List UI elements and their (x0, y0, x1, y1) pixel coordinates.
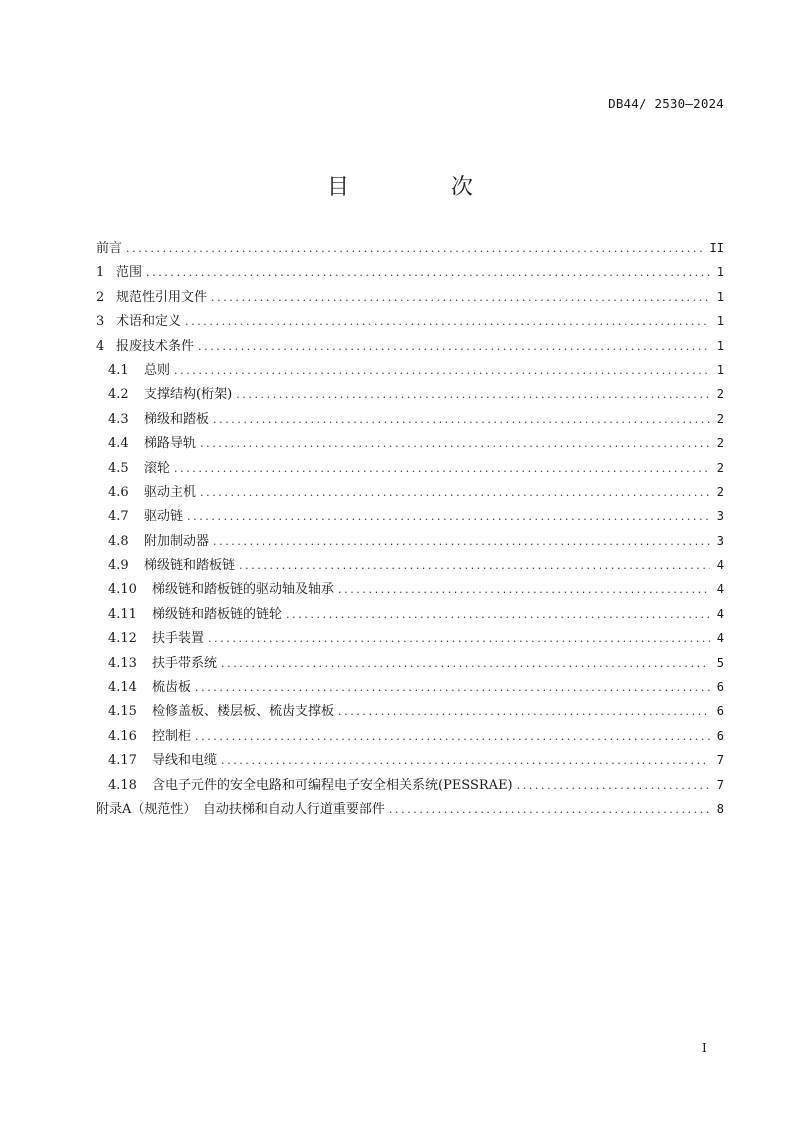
toc-leader-dots (213, 530, 710, 554)
toc-entry[interactable] (96, 773, 724, 797)
toc-leader-dots (198, 335, 710, 359)
toc-leader-dots (221, 652, 710, 676)
toc-leader-dots (517, 774, 710, 798)
toc-leader-dots (208, 627, 710, 651)
toc-entry-page: 5 (716, 655, 724, 670)
document-code: DB44/ 2530—2024 (608, 96, 724, 111)
toc-entry-page: 1 (716, 362, 724, 377)
toc-entry-number: 4.15 (108, 704, 137, 720)
toc-entry[interactable] (96, 699, 724, 723)
toc-entry-label: 前言 (96, 241, 123, 256)
toc-entry-label: 支撑结构(桁架) (144, 387, 233, 403)
toc-entry[interactable] (96, 797, 724, 821)
toc-leader-dots (338, 700, 710, 724)
toc-entry-page: 2 (716, 484, 724, 499)
toc-entry[interactable] (96, 577, 724, 601)
toc-entry-page: 1 (716, 265, 724, 280)
toc-entry-number: 4.1 (108, 362, 129, 378)
toc-entry-page: 4 (716, 606, 724, 621)
toc-entry[interactable] (96, 480, 724, 504)
toc-leader-dots (185, 310, 710, 334)
toc-entry-label: 梯级和踏板 (144, 411, 210, 427)
toc-entry-number: 4.8 (108, 533, 129, 549)
toc-entry[interactable] (96, 651, 724, 675)
toc-leader-dots (213, 408, 710, 432)
toc-entry-number: 4.18 (108, 777, 137, 793)
toc-leader-dots (146, 261, 710, 285)
toc-entry-number: 4.3 (108, 411, 129, 427)
toc-leader-dots (174, 457, 710, 481)
toc-entry-number: 4.14 (108, 680, 137, 696)
toc-entry-page: 4 (716, 631, 724, 646)
page-number: I (702, 1041, 707, 1055)
toc-entry-page: 2 (716, 387, 724, 402)
toc-entry-label: 驱动主机 (144, 484, 197, 500)
toc-entry[interactable] (96, 334, 724, 358)
toc-entry[interactable] (96, 602, 724, 626)
toc-entry[interactable] (96, 456, 724, 480)
toc-entry[interactable] (96, 236, 724, 260)
toc-entry[interactable] (96, 309, 724, 333)
toc-leader-dots (338, 578, 710, 602)
toc-entry-page: 2 (716, 411, 724, 426)
toc-leader-dots (195, 676, 710, 700)
toc-entry-number: 4.17 (108, 753, 137, 769)
toc-entry-number: 4.13 (108, 655, 137, 671)
toc-entry[interactable] (96, 626, 724, 650)
toc-entry-number: 3 (96, 314, 105, 330)
toc-entry-label: 滚轮 (144, 460, 171, 476)
toc-entry-page: II (709, 241, 724, 255)
toc-entry-page: 2 (716, 460, 724, 475)
toc-entry-label: 梯路导轨 (144, 436, 197, 452)
toc-entry-page: 6 (716, 728, 724, 743)
toc-entry-page: 6 (716, 704, 724, 719)
toc-entry-number: 4.4 (108, 436, 129, 452)
toc-entry-label: 范围 (116, 265, 143, 281)
toc-entry[interactable] (96, 407, 724, 431)
toc-entry-label: 术语和定义 (116, 314, 182, 330)
toc-entry-number: 4.11 (108, 606, 137, 622)
toc-entry-page: 6 (716, 680, 724, 695)
toc-entry[interactable] (96, 529, 724, 553)
toc-entry-label: 附加制动器 (144, 533, 210, 549)
toc-entry-page: 8 (716, 801, 724, 816)
toc-entry-page: 4 (716, 582, 724, 597)
toc-entry[interactable] (96, 724, 724, 748)
toc-leader-dots (221, 749, 710, 773)
toc-entry-number: 4.7 (108, 509, 129, 525)
toc-leader-dots (239, 554, 710, 578)
toc-entry-label: 梯级链和踏板链的链轮 (152, 606, 283, 622)
toc-entry[interactable] (96, 748, 724, 772)
toc-entry-label: 含电子元件的安全电路和可编程电子安全相关系统(PESSRAE) (152, 777, 513, 793)
toc-entry-label: 总则 (144, 362, 171, 378)
toc-entry-page: 7 (716, 753, 724, 768)
toc-entry-page: 4 (716, 558, 724, 573)
toc-entry-label: 导线和电缆 (152, 753, 218, 769)
toc-entry[interactable] (96, 431, 724, 455)
toc-leader-dots (187, 505, 710, 529)
toc-entry-label: 梳齿板 (152, 680, 192, 696)
toc-entry[interactable] (96, 382, 724, 406)
toc-entry-number: 4 (96, 338, 105, 354)
toc-leader-dots (174, 359, 710, 383)
toc-leader-dots (389, 798, 710, 822)
table-of-contents (96, 236, 724, 821)
toc-leader-dots (286, 603, 710, 627)
toc-entry-number: 4.6 (108, 484, 129, 500)
toc-entry[interactable] (96, 285, 724, 309)
toc-entry-label: 附录A（规范性） 自动扶梯和自动人行道重要部件 (96, 801, 385, 817)
toc-leader-dots (200, 481, 710, 505)
toc-entry-page: 1 (716, 289, 724, 304)
toc-entry-number: 1 (96, 265, 105, 281)
toc-entry-page: 2 (716, 436, 724, 451)
toc-leader-dots (200, 432, 710, 456)
toc-entry[interactable] (96, 504, 724, 528)
toc-entry-page: 1 (716, 314, 724, 329)
toc-entry-number: 4.5 (108, 460, 129, 476)
toc-entry-number: 4.9 (108, 558, 129, 574)
toc-entry-label: 驱动链 (144, 509, 184, 525)
toc-leader-dots (211, 286, 710, 310)
toc-entry-label: 梯级链和踏板链的驱动轴及轴承 (152, 582, 335, 598)
page-title: 目 次 (326, 175, 513, 200)
toc-entry-number: 4.10 (108, 582, 137, 598)
toc-entry-label: 检修盖板、楼层板、梳齿支撑板 (152, 704, 335, 720)
toc-entry-page: 1 (716, 338, 724, 353)
toc-leader-dots (195, 725, 710, 749)
toc-entry-page: 3 (716, 509, 724, 524)
toc-entry-label: 扶手装置 (152, 631, 205, 647)
toc-entry-number: 4.16 (108, 728, 137, 744)
toc-entry-number: 4.2 (108, 387, 129, 403)
toc-entry[interactable] (96, 358, 724, 382)
toc-entry-label: 扶手带系统 (152, 655, 218, 671)
toc-entry-label: 控制柜 (152, 728, 192, 744)
toc-entry[interactable] (96, 675, 724, 699)
toc-entry-label: 规范性引用文件 (116, 289, 208, 305)
toc-leader-dots (126, 237, 706, 261)
toc-entry-number: 2 (96, 289, 105, 305)
toc-entry-label: 报废技术条件 (116, 338, 195, 354)
toc-entry[interactable] (96, 553, 724, 577)
toc-entry-page: 7 (716, 777, 724, 792)
toc-entry-label: 梯级链和踏板链 (144, 558, 236, 574)
toc-leader-dots (236, 383, 710, 407)
toc-entry[interactable] (96, 260, 724, 284)
toc-entry-page: 3 (716, 533, 724, 548)
toc-entry-number: 4.12 (108, 631, 137, 647)
